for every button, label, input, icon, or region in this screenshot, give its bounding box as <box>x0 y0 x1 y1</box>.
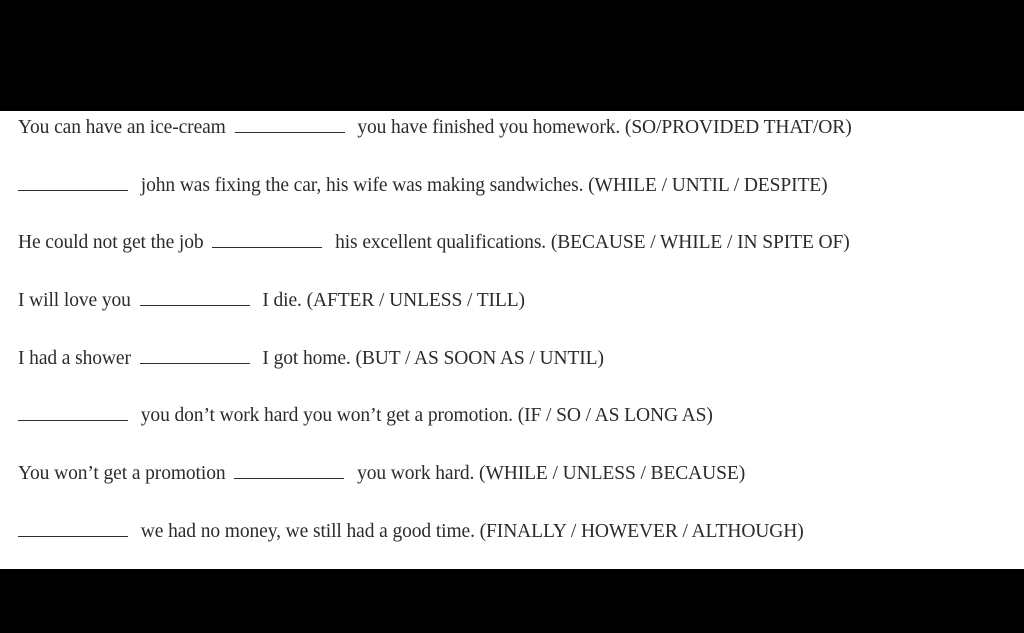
sentence-4-options: (AFTER / UNLESS / TILL) <box>306 290 525 311</box>
worksheet <box>0 111 1024 569</box>
sentence-3-after: his excellent qualifications. <box>335 232 547 253</box>
sentence-1 <box>18 117 852 139</box>
sentence-8-options: (FINALLY / HOWEVER / ALTHOUGH) <box>479 521 804 542</box>
sentence-1-options: (SO/PROVIDED THAT/OR) <box>624 117 852 138</box>
sentence-4-before: I will love you <box>18 290 131 311</box>
sentence-1-before: You can have an ice-cream <box>18 117 226 138</box>
sentence-2-after: john was fixing the car, his wife was making sandwiches. <box>140 175 584 196</box>
sentence-3 <box>18 232 850 254</box>
sentence-8-after: we had no money, we still had a good time. <box>140 521 475 542</box>
sentence-5-blank <box>140 362 250 364</box>
sentence-7-blank <box>234 477 344 479</box>
sentence-7 <box>18 463 745 485</box>
sentence-7-after: you work hard. <box>357 463 475 484</box>
sentence-3-before: He could not get the job <box>18 232 204 253</box>
sentence-6-options: (IF / SO / AS LONG AS) <box>517 405 713 426</box>
sentence-3-blank <box>212 246 322 248</box>
sentence-5 <box>18 348 604 370</box>
sentence-5-options: (BUT / AS SOON AS / UNTIL) <box>355 348 604 369</box>
sentence-1-blank <box>235 131 345 133</box>
sentence-8 <box>18 521 804 543</box>
sentence-7-options: (WHILE / UNLESS / BECAUSE) <box>479 463 746 484</box>
sentence-6-after: you don’t work hard you won’t get a promotion. <box>140 405 513 426</box>
sentence-2-options: (WHILE / UNTIL / DESPITE) <box>588 175 828 196</box>
sentence-2-blank <box>18 189 128 191</box>
sentence-4-after: I die. <box>262 290 302 311</box>
sentence-6 <box>18 405 713 427</box>
sentence-2 <box>18 175 828 197</box>
sentence-7-before: You won’t get a promotion <box>18 463 226 484</box>
sentence-4 <box>18 290 525 312</box>
sentence-6-blank <box>18 419 128 421</box>
sentence-4-blank <box>140 304 250 306</box>
sentence-3-options: (BECAUSE / WHILE / IN SPITE OF) <box>550 232 850 253</box>
sentence-5-before: I had a shower <box>18 348 131 369</box>
sentence-1-after: you have finished you homework. <box>357 117 621 138</box>
sentence-8-blank <box>18 535 128 537</box>
sentence-5-after: I got home. <box>262 348 351 369</box>
